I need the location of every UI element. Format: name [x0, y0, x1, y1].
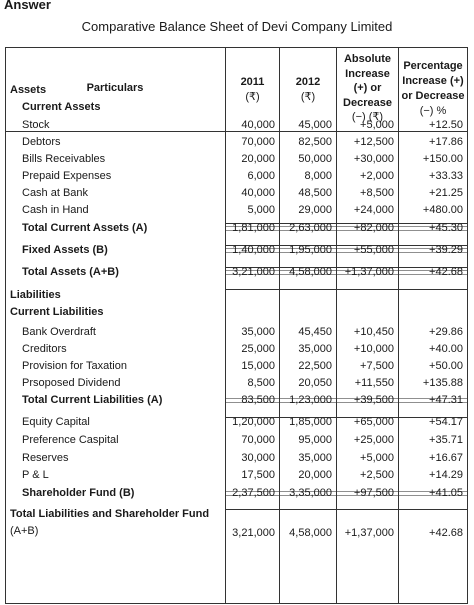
cell-2012: 48,500: [298, 187, 332, 199]
row-label: Liabilities: [10, 289, 61, 301]
cell-percentage-change: +480.00: [422, 204, 463, 216]
header-absolute-line5: (−) (₹): [351, 111, 384, 123]
cell-2012: 45,000: [298, 119, 332, 131]
cell-2012: 4,58,000: [289, 266, 332, 278]
cell-2011: 6,000: [247, 170, 275, 182]
cell-absolute-change: +5,000: [360, 452, 394, 464]
cell-percentage-change: +17.86: [429, 136, 463, 148]
cell-absolute-change: +7,500: [360, 360, 394, 372]
cell-absolute-change: +30,000: [353, 153, 394, 165]
cell-percentage-change: +16.67: [429, 452, 463, 464]
cell-2012: 3,35,000: [289, 487, 332, 499]
cell-2011: 17,500: [241, 469, 275, 481]
cell-absolute-change: +24,000: [353, 204, 394, 216]
cell-2011: 40,000: [241, 187, 275, 199]
cell-2011: 3,21,000: [232, 266, 275, 278]
header-percentage-change: [399, 59, 467, 119]
cell-2012: 2,63,000: [289, 222, 332, 234]
cell-absolute-change: +65,000: [353, 416, 394, 428]
cell-absolute-change: +10,450: [353, 326, 394, 338]
cell-2012: 8,000: [304, 170, 332, 182]
cell-absolute-change: +97,500: [353, 487, 394, 499]
row-label: Equity Capital: [22, 416, 90, 428]
header-absolute-line4: Decrease: [343, 96, 392, 109]
cell-percentage-change: +47.31: [429, 394, 463, 406]
row-label: Cash in Hand: [22, 204, 89, 216]
cell-percentage-change: +41.05: [429, 487, 463, 499]
cell-absolute-change: +5,000: [360, 119, 394, 131]
total-separator-line: [226, 289, 467, 290]
cell-absolute-change: +55,000: [353, 244, 394, 256]
row-label: Cash at Bank: [22, 187, 89, 199]
cell-2012: 1,95,000: [289, 244, 332, 256]
cell-2012: 50,000: [298, 153, 332, 165]
header-2011-unit: (₹): [245, 91, 260, 103]
row-label: Creditors: [22, 343, 67, 355]
cell-absolute-change: +10,000: [353, 343, 394, 355]
header-absolute-line1: Absolute: [343, 53, 392, 65]
cell-2012: 45,450: [298, 326, 332, 338]
cell-2012: 35,000: [298, 452, 332, 464]
cell-absolute-change: +1,37,000: [344, 527, 394, 539]
total-separator-line: [226, 509, 467, 510]
cell-absolute-change: +8,500: [360, 187, 394, 199]
cell-absolute-change: +11,550: [354, 377, 394, 389]
cell-2011: 25,000: [241, 343, 275, 355]
row-label: Current Liabilities: [10, 306, 104, 318]
cell-2011: 70,000: [241, 136, 275, 148]
header-2011: [226, 75, 279, 105]
cell-2011: 15,000: [241, 360, 275, 372]
header-percentage-line4: (−) %: [419, 105, 447, 117]
row-label-continued: (A+B): [10, 525, 39, 537]
row-label: Provision for Taxation: [22, 360, 127, 372]
header-2012-year: 2012: [295, 76, 321, 88]
row-label: Shareholder Fund (B): [22, 487, 135, 499]
cell-2012: 20,000: [298, 469, 332, 481]
cell-2011: 1,20,000: [232, 416, 275, 428]
cell-percentage-change: +12.50: [429, 119, 463, 131]
row-label: Reserves: [22, 452, 69, 464]
row-label: Bank Overdraft: [22, 326, 96, 338]
row-label: Current Assets: [22, 101, 101, 113]
row-label: Bills Receivables: [22, 153, 106, 165]
cell-2012: 35,000: [298, 343, 332, 355]
cell-percentage-change: +42.68: [429, 266, 463, 278]
row-label: Assets: [10, 84, 47, 96]
header-particulars: Particulars: [86, 82, 144, 94]
row-label: Stock: [22, 119, 50, 131]
header-percentage-line2: Increase (+): [402, 75, 464, 87]
table-title: Comparative Balance Sheet of Devi Company Limited: [81, 19, 393, 34]
cell-absolute-change: +2,000: [360, 170, 394, 182]
cell-absolute-change: +1,37,000: [344, 266, 394, 278]
cell-absolute-change: +25,000: [353, 434, 394, 446]
cell-2011: 3,21,000: [232, 527, 275, 539]
row-label: Total Current Assets (A): [22, 222, 148, 234]
cell-percentage-change: +14.29: [429, 469, 463, 481]
header-percentage-line3: or Decrease: [401, 90, 465, 102]
row-label: Debtors: [22, 136, 61, 148]
cell-percentage-change: +40.00: [429, 343, 463, 355]
cell-2012: 1,85,000: [289, 416, 332, 428]
cell-2012: 20,050: [298, 377, 332, 389]
cell-2012: 29,000: [298, 204, 332, 216]
cell-percentage-change: +35.71: [429, 434, 463, 446]
row-label: Prepaid Expenses: [22, 170, 112, 182]
answer-heading: Answer: [4, 0, 51, 12]
row-label: Total Liabilities and Shareholder Fund: [10, 508, 210, 520]
cell-2011: 8,500: [247, 377, 275, 389]
cell-absolute-change: +2,500: [360, 469, 394, 481]
cell-2012: 22,500: [298, 360, 332, 372]
cell-percentage-change: +21.25: [429, 187, 463, 199]
cell-percentage-change: +29.86: [429, 326, 463, 338]
cell-absolute-change: +12,500: [353, 136, 394, 148]
cell-2012: 95,000: [298, 434, 332, 446]
cell-percentage-change: +39.29: [429, 244, 463, 256]
cell-absolute-change: +82,000: [353, 222, 394, 234]
cell-2011: 1,40,000: [232, 244, 275, 256]
cell-2011: 40,000: [241, 119, 275, 131]
header-absolute-line3: (+) or: [353, 82, 382, 94]
row-label: Fixed Assets (B): [22, 244, 108, 256]
cell-2011: 1,81,000: [232, 222, 275, 234]
header-2012: [280, 75, 336, 105]
row-label: P & L: [22, 469, 49, 481]
cell-2011: 20,000: [241, 153, 275, 165]
cell-percentage-change: +50.00: [429, 360, 463, 372]
cell-2012: 4,58,000: [289, 527, 332, 539]
cell-percentage-change: +33.33: [429, 170, 463, 182]
row-label: Total Current Liabilities (A): [22, 394, 163, 406]
row-label: Prsoposed Dividend: [22, 377, 121, 389]
cell-2012: 82,500: [298, 136, 332, 148]
cell-percentage-change: +54.17: [429, 416, 463, 428]
cell-2011: 30,000: [241, 452, 275, 464]
cell-2011: 2,37,500: [232, 487, 275, 499]
row-label: Total Assets (A+B): [22, 266, 119, 278]
cell-2012: 1,23,000: [289, 394, 332, 406]
cell-percentage-change: +45.30: [429, 222, 463, 234]
cell-percentage-change: +42.68: [429, 527, 463, 539]
header-2011-year: 2011: [240, 76, 265, 88]
header-absolute-change: [337, 52, 398, 125]
cell-2011: 5,000: [247, 204, 275, 216]
header-absolute-line2: Increase: [345, 67, 390, 80]
cell-2011: 70,000: [241, 434, 275, 446]
cell-2011: 35,000: [241, 326, 275, 338]
comparative-balance-sheet-table: [5, 47, 468, 604]
row-label: Preference Caspital: [22, 434, 119, 446]
cell-percentage-change: +135.88: [422, 377, 463, 389]
header-2012-unit: (₹): [300, 91, 316, 103]
cell-2011: 83,500: [241, 394, 275, 406]
cell-absolute-change: +39,500: [353, 394, 394, 406]
cell-percentage-change: +150.00: [422, 153, 463, 165]
header-percentage-line1: Percentage: [403, 60, 463, 72]
